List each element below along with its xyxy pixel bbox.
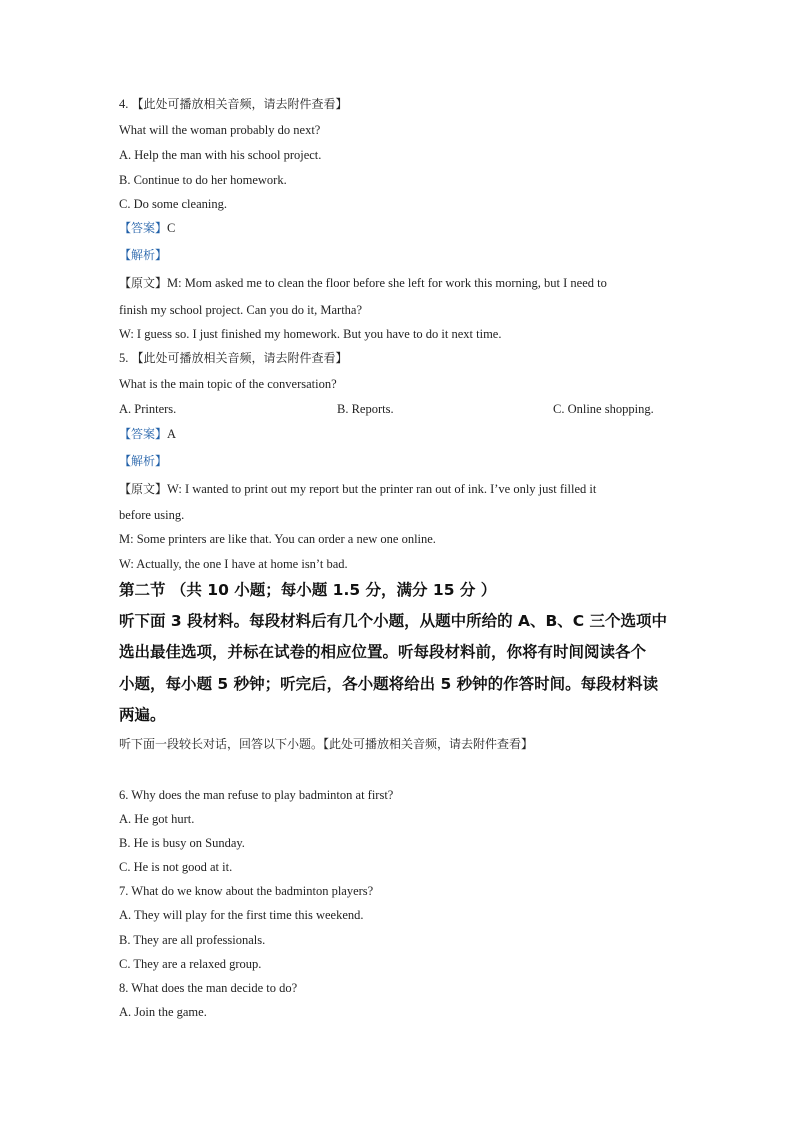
q7-option-a: A. They will play for the first time this weekend. [119,908,364,922]
q5-answer-value: A [167,427,177,441]
q6-option-b: B. He is busy on Sunday. [119,836,245,850]
q4-analysis-tag: 【解析】 [119,248,168,262]
q5-option-b: B. Reports. [337,402,394,416]
section2-instruction-2: 选出最佳选项，并标在试卷的相应位置。听每段材料前，你将有时间阅读各个 [119,643,647,661]
q5-transcript-line-3: M: Some printers are like that. You can order a new one online. [119,532,436,546]
section2-title: 第二节 （共 10 小题；每小题 1.5 分，满分 15 分 ） [119,581,497,599]
q4-answer-tag: 【答案】 [119,221,168,235]
q5-answer-tag: 【答案】 [119,427,168,441]
q4-header [119,96,348,112]
q4-option-c: C. Do some cleaning. [119,197,227,211]
q5-header [119,350,348,366]
q6-question: 6. Why does the man refuse to play badminton at first? [119,788,394,802]
q4-transcript-line-3: W: I guess so. I just finished my homework. But you have to do it next time. [119,327,502,341]
section2-instruction-1: 听下面 3 段材料。每段材料后有几个小题，从题中所给的 A、B、C 三个选项中 [119,612,668,630]
q5-analysis [119,453,167,469]
q5-original-tag: 【原文】 [119,482,168,496]
q5-transcript-line-1 [119,481,596,497]
q5-options-row [119,401,679,417]
q4-audio-note[interactable]: 【此处可播放相关音频，请去附件查看】 [131,97,348,111]
q4-option-b: B. Continue to do her homework. [119,173,287,187]
q4-option-a: A. Help the man with his school project. [119,148,322,162]
q8-question: 8. What does the man decide to do? [119,981,298,995]
q5-question: What is the main topic of the conversation? [119,377,337,391]
q4-answer-value: C [167,221,176,235]
q5-transcript-line-2: before using. [119,508,185,522]
q8-option-a: A. Join the game. [119,1005,207,1019]
q4-transcript-1: M: Mom asked me to clean the floor before she left for work this morning, but I need to [167,276,607,290]
section2-instruction-3: 小题，每小题 5 秒钟；听完后，各小题将给出 5 秒钟的作答时间。每段材料读 [119,675,659,693]
q5-answer [119,426,176,442]
q5-transcript-line-4: W: Actually, the one I have at home isn’t bad. [119,557,348,571]
q7-option-c: C. They are a relaxed group. [119,957,262,971]
q4-transcript-line-1 [119,275,607,291]
q4-transcript-line-2: finish my school project. Can you do it, Martha? [119,303,363,317]
q7-option-b: B. They are all professionals. [119,933,266,947]
q4-number: 4. [119,97,129,111]
q5-option-a: A. Printers. [119,402,177,416]
q4-original-tag: 【原文】 [119,276,168,290]
q4-analysis [119,247,167,263]
q6-option-c: C. He is not good at it. [119,860,233,874]
q5-analysis-tag: 【解析】 [119,454,168,468]
q5-transcript-1: W: I wanted to print out my report but the printer ran out of ink. I’ve only just filled it [167,482,597,496]
section2-instruction-4: 两遍。 [119,706,166,724]
q5-number: 5. [119,351,129,365]
q4-question: What will the woman probably do next? [119,123,321,137]
q5-audio-note[interactable]: 【此处可播放相关音频，请去附件查看】 [131,351,348,365]
section2-lead[interactable]: 听下面一段较长对话，回答以下小题。【此处可播放相关音频，请去附件查看】 [119,737,534,751]
q7-question: 7. What do we know about the badminton players? [119,884,374,898]
q4-answer [119,220,175,236]
q6-option-a: A. He got hurt. [119,812,195,826]
q5-option-c: C. Online shopping. [553,402,654,416]
